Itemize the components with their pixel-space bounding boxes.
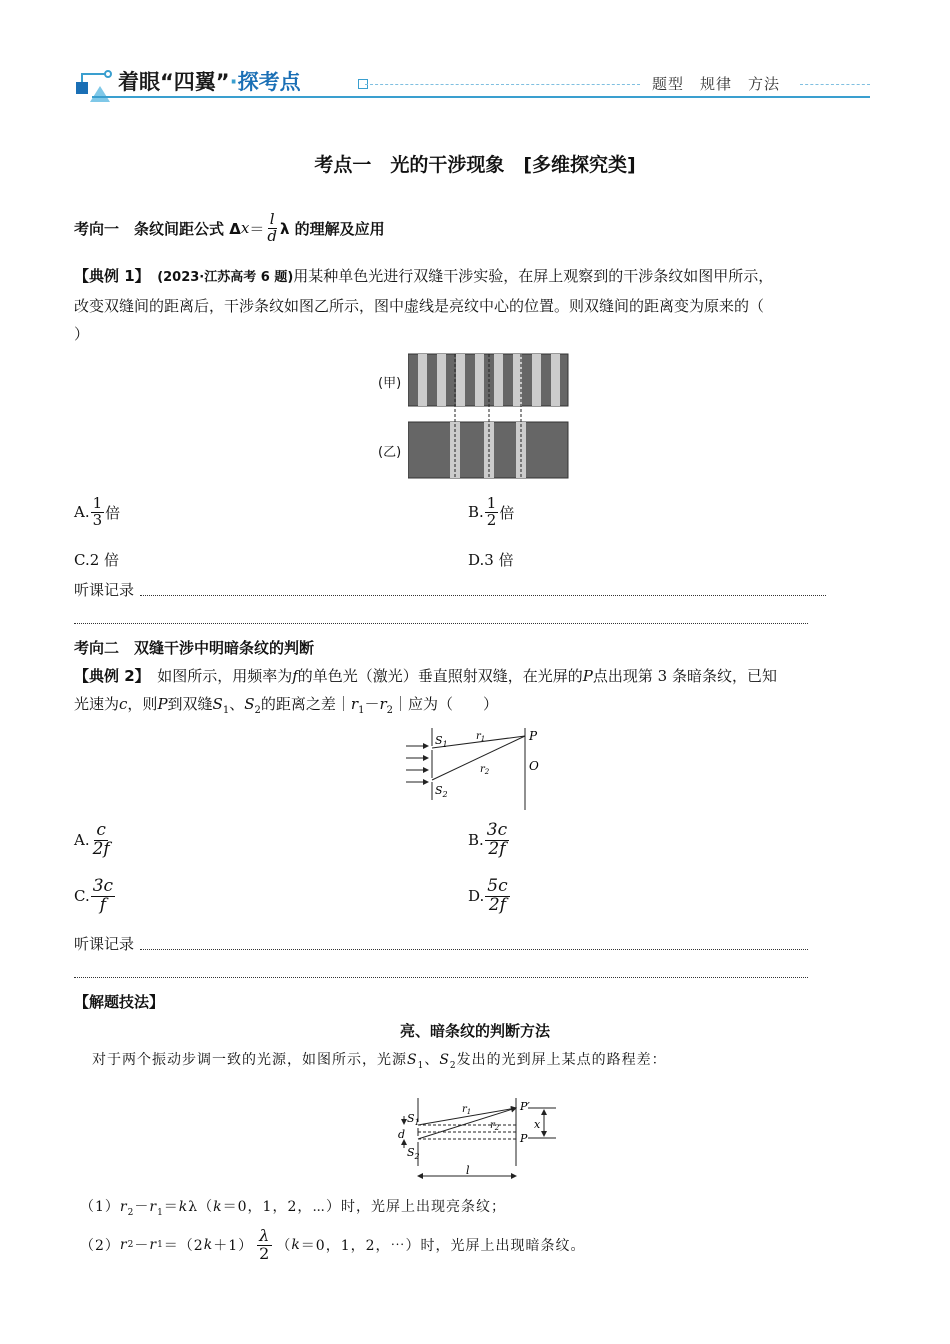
svg-text:S1: $S_1$ — [435, 734, 448, 749]
path-difference-figure — [394, 1094, 574, 1186]
svg-text:r1: $r_1$ — [462, 1104, 472, 1116]
separator-two — [74, 977, 808, 978]
example-one-option-b[interactable]: B. $\frac{1}{2}$ 倍 — [468, 494, 515, 529]
spacing-formula-fraction: $\frac{l}{d}$ — [267, 210, 277, 245]
direction-one-heading: 考向一 条纹间距公式 Δ x ＝ $\frac{l}{d}$ λ 的理解及应用 — [74, 210, 385, 245]
header-rule — [92, 96, 870, 98]
header-tags: 题型 规律 方法 — [652, 75, 781, 93]
example-one-option-a[interactable]: A. $\frac{1}{3}$ 倍 — [74, 494, 121, 529]
svg-text:r1: $r_1$ — [476, 731, 486, 743]
svg-text:P′: P′ — [520, 1100, 530, 1113]
example-two-option-b[interactable]: B. $\frac{3c}{2f}$ — [468, 820, 508, 859]
svg-text:x: x — [534, 1118, 541, 1131]
example-one-option-d[interactable]: D.3 倍 — [468, 551, 514, 569]
svg-text:P: P — [520, 1132, 528, 1145]
record-line-one[interactable] — [140, 595, 826, 596]
section-title: 考点一 光的干涉现象 [多维探究类] — [314, 154, 636, 176]
method-title: 亮、暗条纹的判断方法 — [399, 1022, 550, 1040]
record-line-two[interactable] — [140, 949, 808, 950]
figure-label-jia: (甲) — [378, 376, 402, 391]
example-two-option-a[interactable]: A. $\frac{c}{2f}$ — [74, 820, 110, 859]
method-item-one: $(1)r_2-r_1=k\lambda(k=0$，1，2，⋯）时，光屏上出现亮条纹； — [80, 1199, 506, 1218]
header-logo-icon — [72, 68, 114, 104]
svg-text:S2: $S_2$ — [435, 784, 448, 799]
header-dash-right — [800, 84, 870, 85]
method-intro: 对于两个振动步调一致的光源，如图所示，光源$S_1$、$S_2$发出的光到屏上某点的路程差： — [92, 1052, 667, 1071]
example-two-option-c[interactable]: C. $\frac{3c}{f}$ — [74, 876, 114, 915]
record-label-one: 听课记录 — [74, 581, 135, 599]
fringe-figure — [408, 352, 570, 482]
method-tag: 【解题技法】 — [74, 993, 165, 1011]
record-label-two: 听课记录 — [74, 935, 135, 953]
direction-two-heading: 考向二 双缝干涉中明暗条纹的判断 — [74, 639, 315, 657]
separator-one — [74, 623, 808, 624]
svg-text:P: P — [529, 729, 538, 743]
method-item-two: （2） r 2 － r 1 ＝（2 k ＋1） $\frac{\lambda}{2}$ （ k ＝0，1，2，⋯）时，光屏上出现暗条纹。 — [80, 1226, 586, 1263]
double-slit-figure — [400, 724, 560, 814]
figure-label-yi: (乙) — [378, 445, 402, 460]
header-title: 着眼“四翼”·探考点 — [118, 70, 301, 94]
svg-text:S1: $S_1$ — [407, 1112, 420, 1127]
example-two-option-d[interactable]: D. $\frac{5c}{2f}$ — [468, 876, 508, 915]
svg-text:d: d — [398, 1128, 406, 1141]
example-one-option-c[interactable]: C.2 倍 — [74, 551, 120, 569]
svg-text:S2: $S_2$ — [407, 1146, 420, 1161]
example-one-text: 【典例 1】 (2023·江苏高考 6 题)用某种单色光进行双缝干涉实验，在屏上观察到的干涉条纹如图甲所示， 改变双缝间的距离后，干涉条纹如图乙所示，图中虚线是亮纹中心的位置。则双缝间的距离变为原来的（ ） — [74, 267, 774, 343]
svg-text:r2: $r_2$ — [480, 764, 490, 776]
header-dash-left — [365, 84, 640, 85]
svg-text:l: l — [466, 1164, 470, 1177]
svg-text:O: O — [529, 759, 539, 773]
svg-text:r2: $r_2$ — [490, 1120, 500, 1132]
example-two-text: 【典例 2】 如图所示，用频率为f的单色光（激光）垂直照射双缝，在光屏的P点出现第 3 条暗条纹，已知 光速为c，则P到双缝$S_1$、$S_2$的距离之差$|r_1-r_2|$应为（ ） — [74, 667, 777, 716]
